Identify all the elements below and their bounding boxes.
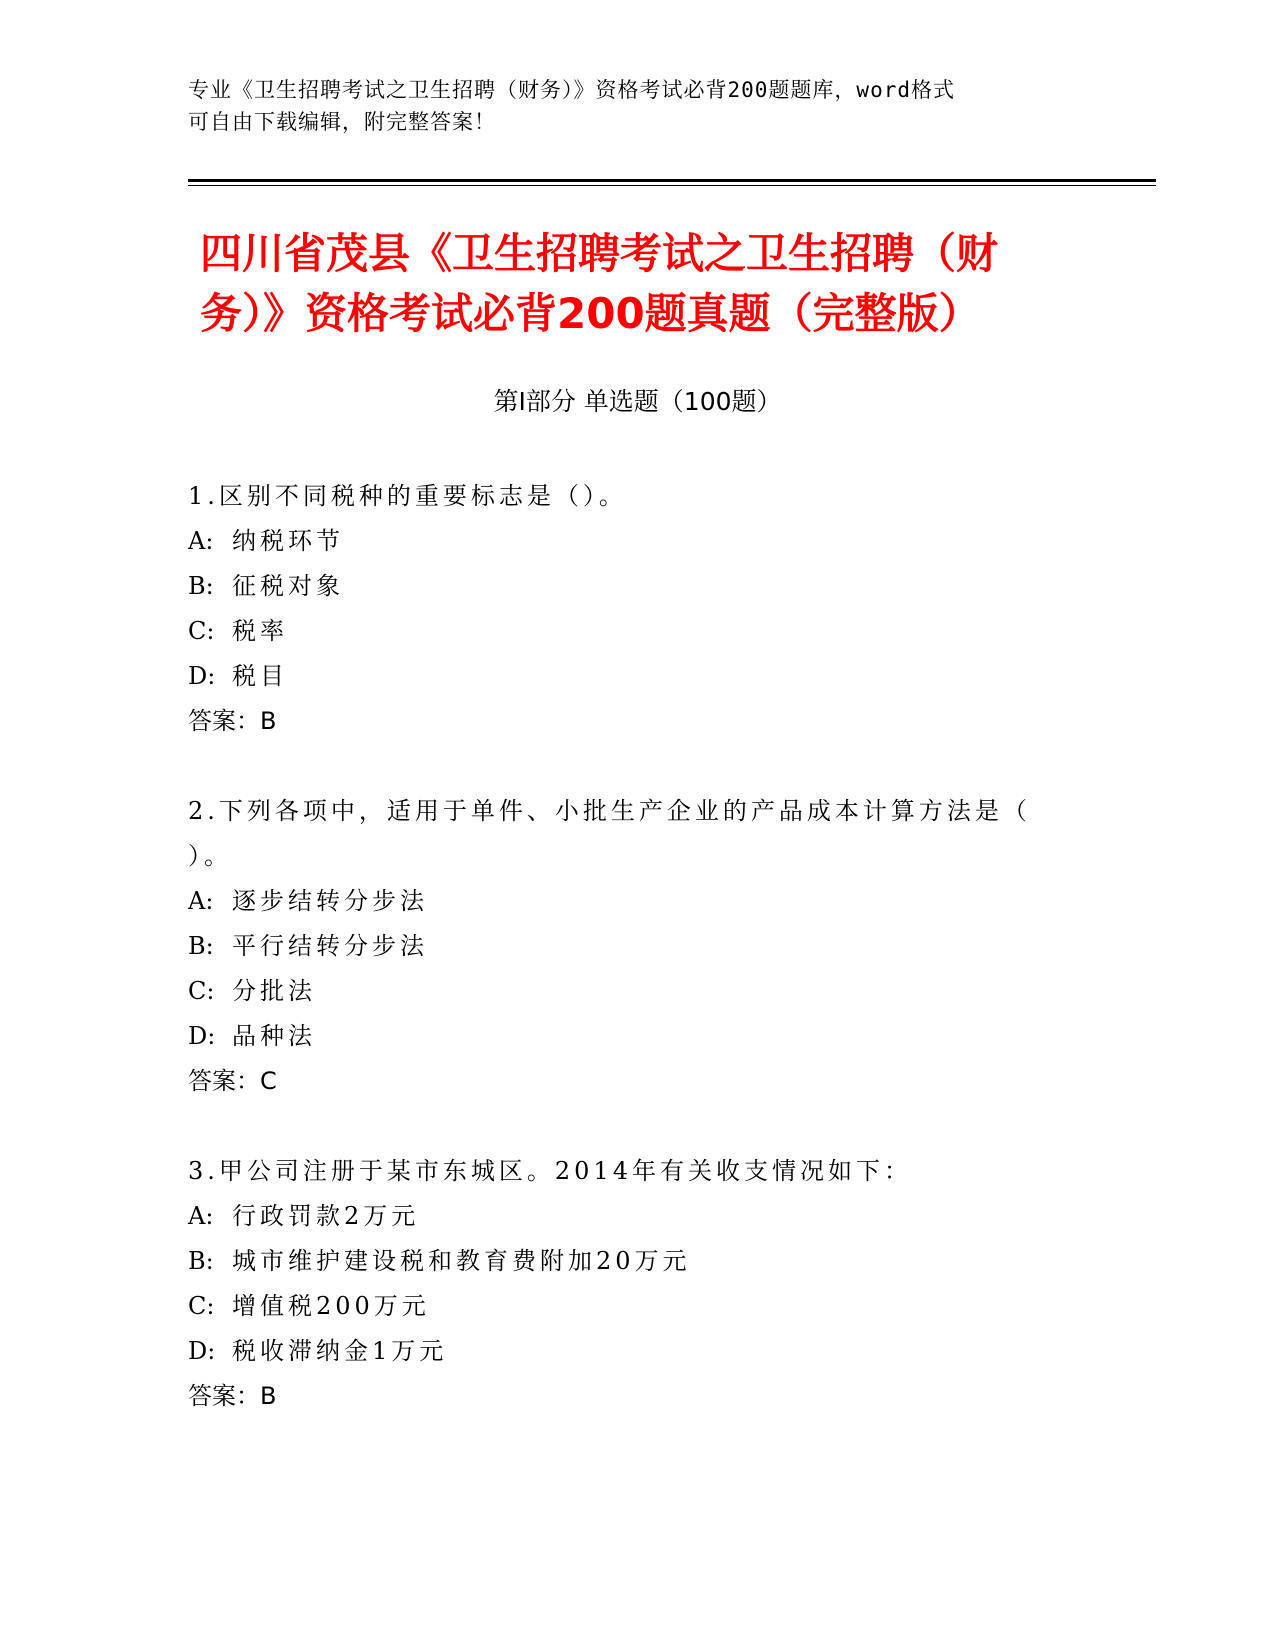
option-a xyxy=(188,879,1068,924)
option-a xyxy=(188,519,1068,564)
option-b xyxy=(188,1239,1068,1284)
option-c xyxy=(188,609,1068,654)
option-key: C: xyxy=(188,617,215,645)
option-key: A: xyxy=(188,1202,214,1230)
option-key: D: xyxy=(188,1022,216,1050)
option-key: D: xyxy=(188,662,216,690)
option-key: A: xyxy=(188,527,214,555)
option-d xyxy=(188,654,1068,699)
question-stem: 3.甲公司注册于某市东城区。2014年有关收支情况如下： xyxy=(188,1157,912,1185)
option-b xyxy=(188,564,1068,609)
question-answer: 答案：B xyxy=(188,707,277,735)
option-text: 平行结转分步法 xyxy=(232,932,428,960)
section-heading: 第Ⅰ部分 单选题（100题） xyxy=(493,387,782,416)
option-key: A: xyxy=(188,887,214,915)
question-3 xyxy=(188,1149,1068,1419)
option-text: 征税对象 xyxy=(232,572,344,600)
option-text: 逐步结转分步法 xyxy=(232,887,428,915)
question-2 xyxy=(188,789,1068,1104)
document-title xyxy=(200,224,1100,344)
option-key: C: xyxy=(188,977,215,1005)
header-note xyxy=(188,74,1088,138)
header-note-line-1: 专业《卫生招聘考试之卫生招聘（财务）》资格考试必背200题题库，word格式 xyxy=(188,78,955,102)
option-c xyxy=(188,1284,1068,1329)
option-a xyxy=(188,1194,1068,1239)
question-answer: 答案：C xyxy=(188,1067,277,1095)
option-text: 分批法 xyxy=(232,977,316,1005)
document-title-line-1: 四川省茂县《卫生招聘考试之卫生招聘（财 xyxy=(200,229,999,278)
option-text: 增值税200万元 xyxy=(232,1292,430,1320)
option-text: 税率 xyxy=(232,617,288,645)
question-stem: 2.下列各项中，适用于单件、小批生产企业的产品成本计算方法是（ xyxy=(188,797,1031,825)
option-d xyxy=(188,1329,1068,1374)
option-key: C: xyxy=(188,1292,215,1320)
option-text: 行政罚款2万元 xyxy=(232,1202,420,1230)
question-1 xyxy=(188,474,1068,744)
header-rule-thin xyxy=(188,185,1156,186)
option-b xyxy=(188,924,1068,969)
option-text: 品种法 xyxy=(232,1022,316,1050)
option-key: B: xyxy=(188,572,214,600)
option-key: D: xyxy=(188,1337,216,1365)
option-c xyxy=(188,969,1068,1014)
header-rule-thick xyxy=(188,179,1156,182)
question-answer: 答案：B xyxy=(188,1382,277,1410)
option-key: B: xyxy=(188,932,214,960)
header-note-line-2: 可自由下载编辑，附完整答案！ xyxy=(188,110,496,134)
option-text: 城市维护建设税和教育费附加20万元 xyxy=(232,1247,691,1275)
question-stem: 1.区别不同税种的重要标志是（）。 xyxy=(188,482,627,510)
document-title-line-2: 务）》资格考试必背200题真题（完整版） xyxy=(200,289,981,338)
option-text: 税收滞纳金1万元 xyxy=(232,1337,448,1365)
option-text: 纳税环节 xyxy=(232,527,344,555)
option-text: 税目 xyxy=(232,662,288,690)
option-key: B: xyxy=(188,1247,214,1275)
option-d xyxy=(188,1014,1068,1059)
question-list xyxy=(188,474,1068,1464)
question-stem-continued: ）。 xyxy=(188,842,232,870)
